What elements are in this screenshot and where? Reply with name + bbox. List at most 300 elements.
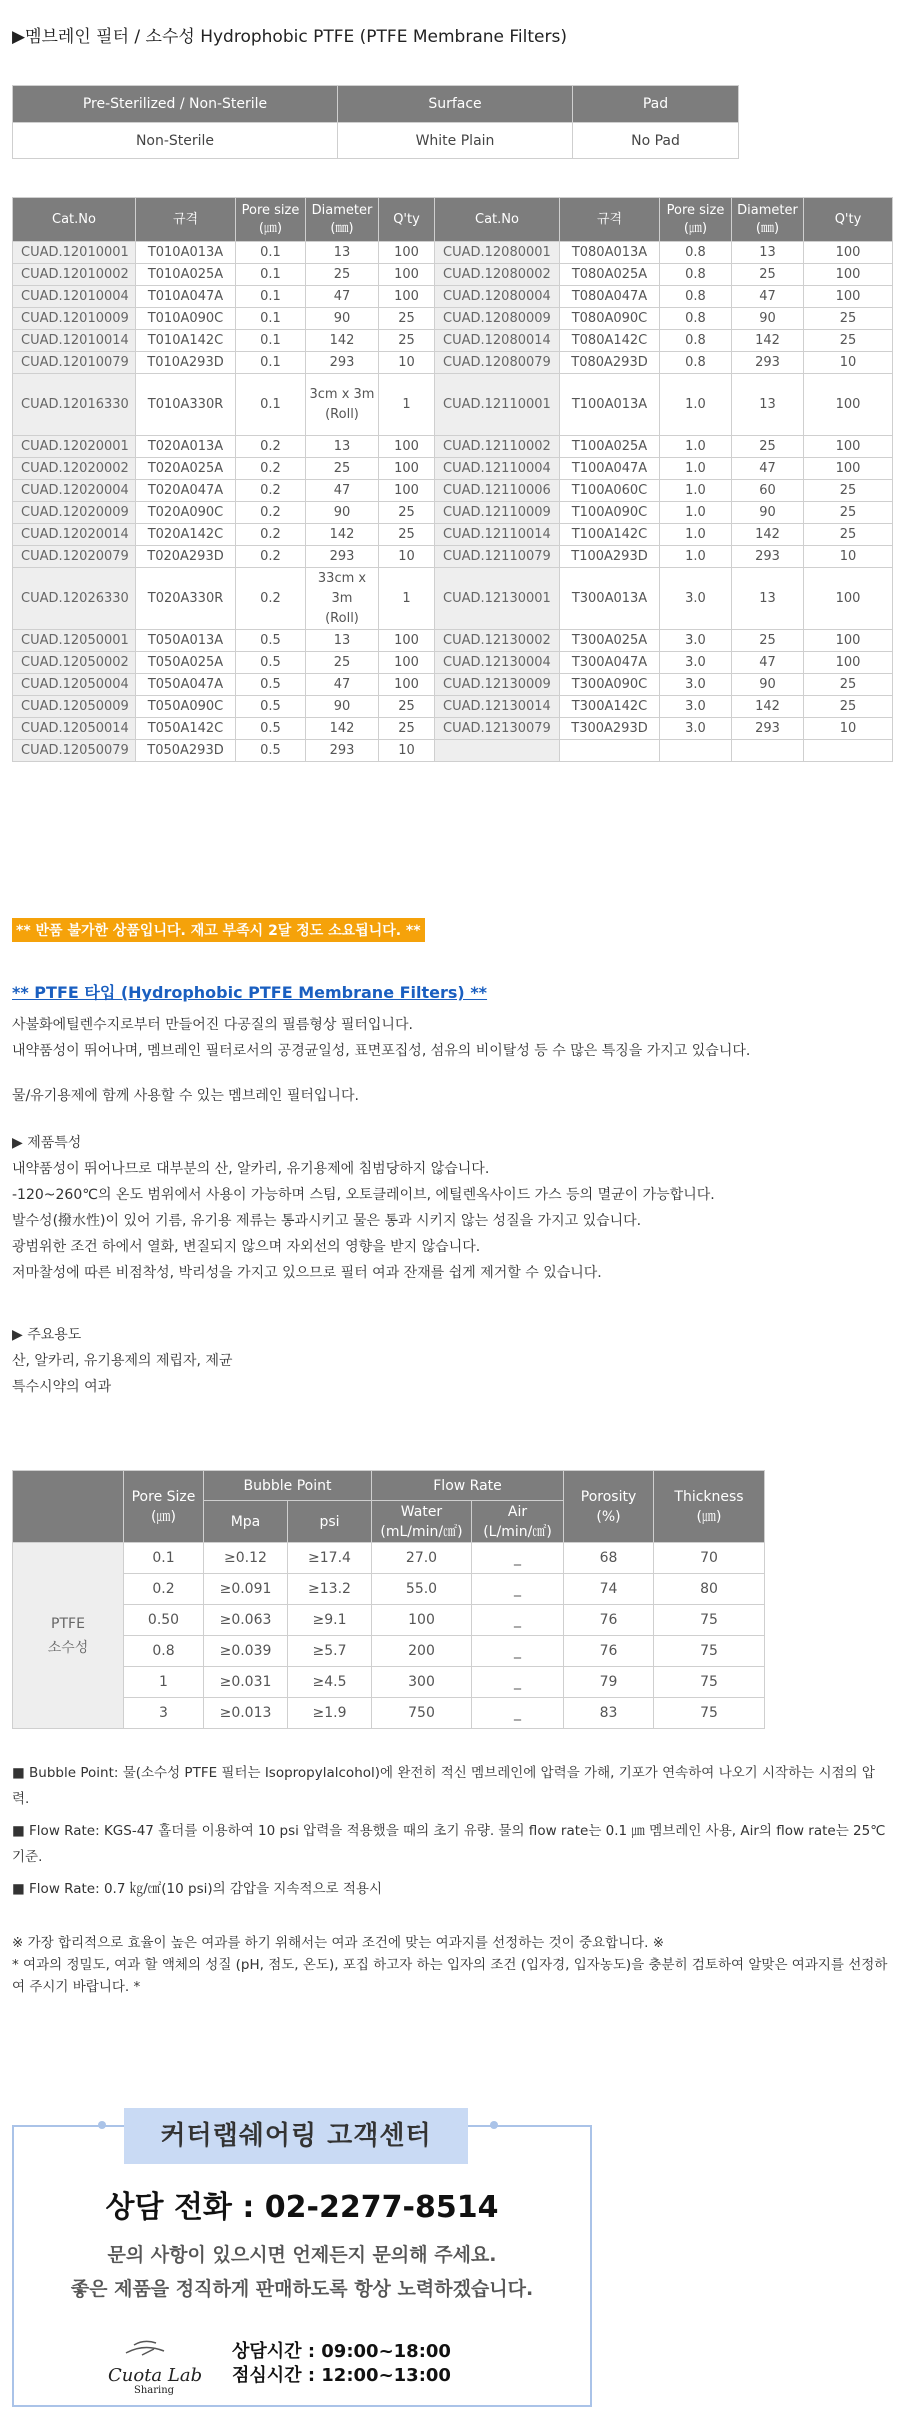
table-cell: 13 [732,568,804,630]
table-cell: 0.8 [124,1636,204,1667]
table-cell: 750 [372,1698,472,1729]
table-cell: 0.2 [236,502,306,524]
logo-text: Cuota Lab [108,2365,203,2386]
table-cell: 13 [306,436,379,458]
perf-header-air: Air (L/min/㎠) [472,1501,564,1543]
table-cell: T080A047A [560,286,660,308]
uses-title: ▶ 주요용도 [12,1327,82,1343]
tip-line: ※ 가장 합리적으로 효율이 높은 여과를 하기 위해서는 여과 조건에 맞는 여과지를 선정하는 것이 중요합니다. ※ [12,1935,665,1951]
table-cell: T300A293D [560,718,660,740]
table-cell: T100A060C [560,480,660,502]
table-cell: 100 [379,264,435,286]
table-cell: 25 [306,458,379,480]
table-cell: T020A013A [136,436,236,458]
table-cell: 25 [379,718,435,740]
table-cell: _ [472,1698,564,1729]
table-cell: 79 [564,1667,654,1698]
table-cell: T020A293D [136,546,236,568]
table-cell: T080A090C [560,308,660,330]
use-line: 산, 알카리, 유기용제의 제립자, 제균 [12,1353,233,1369]
cat-no-cell: CUAD.12010002 [13,264,136,286]
table-row [13,718,893,740]
table-row [13,674,893,696]
table-cell: T010A090C [136,308,236,330]
table-cell: 47 [306,674,379,696]
table-cell: T100A293D [560,546,660,568]
cat-no-cell: CUAD.12110014 [435,524,560,546]
ptfe-label-cell: PTFE 소수성 [13,1543,124,1729]
catalog-header: Q'ty [804,198,893,242]
table-cell: 0.1 [236,242,306,264]
table-cell: _ [472,1574,564,1605]
table-cell: 90 [732,674,804,696]
table-cell: 0.50 [124,1605,204,1636]
table-cell: 90 [306,502,379,524]
table-cell: 1.0 [660,502,732,524]
table-cell: T010A047A [136,286,236,308]
perf-header-thickness: Thickness (㎛) [654,1471,765,1543]
table-cell: T010A293D [136,352,236,374]
table-cell: 25 [732,630,804,652]
table-cell: 1 [379,374,435,436]
table-cell: _ [472,1636,564,1667]
cat-no-cell: CUAD.12020014 [13,524,136,546]
feature-line: 광범위한 조건 하에서 열화, 변질되지 않으며 자외선의 영향을 받지 않습니다. [12,1239,481,1255]
table-cell: 100 [379,436,435,458]
table-cell: 0.5 [236,630,306,652]
table-cell: 100 [804,458,893,480]
table-cell: 25 [379,330,435,352]
table-cell: 47 [732,652,804,674]
table-cell: 27.0 [372,1543,472,1574]
table-cell: 13 [306,630,379,652]
table-cell: 3.0 [660,568,732,630]
table-cell: T050A142C [136,718,236,740]
table-cell: ≥13.2 [288,1574,372,1605]
cs-message: 문의 사항이 있으시면 언제든지 문의해 주세요. [107,2244,497,2266]
perf-header-bubble: Bubble Point [204,1471,372,1501]
table-cell: 3.0 [660,696,732,718]
table-cell: 200 [372,1636,472,1667]
spec-value: White Plain [338,123,573,159]
table-cell: 74 [564,1574,654,1605]
table-cell: 0.2 [236,458,306,480]
table-row [13,374,893,436]
table-cell: 90 [306,308,379,330]
table-cell: T300A025A [560,630,660,652]
phone-number: 상담 전화 : 02-2277-8514 [105,2190,499,2225]
perf-header-porosity: Porosity (%) [564,1471,654,1543]
cat-no-cell: CUAD.12050004 [13,674,136,696]
table-cell: 100 [804,374,893,436]
page-title: ▶멤브레인 필터 / 소수성 Hydrophobic PTFE (PTFE Membrane Filters) [12,27,567,47]
cat-no-cell: CUAD.12080004 [435,286,560,308]
table-cell: 90 [306,696,379,718]
spec-header-row [13,86,739,123]
cat-no-cell: CUAD.12050014 [13,718,136,740]
table-cell: T050A025A [136,652,236,674]
table-cell: 100 [804,652,893,674]
table-cell: 33cm x 3m (Roll) [306,568,379,630]
table-cell: 3 [124,1698,204,1729]
table-cell: 55.0 [372,1574,472,1605]
table-cell: 25 [732,436,804,458]
table-cell: ≥9.1 [288,1605,372,1636]
table-cell: 25 [379,696,435,718]
table-cell: 76 [564,1636,654,1667]
table-cell: 25 [804,330,893,352]
table-cell: ≥5.7 [288,1636,372,1667]
table-cell: 293 [306,740,379,762]
table-row [13,436,893,458]
cat-no-cell: CUAD.12050001 [13,630,136,652]
note-line: ■ Flow Rate: 0.7 ㎏/㎠(10 psi)의 감압을 지속적으로 적용시 [12,1881,382,1897]
table-row [13,458,893,480]
catalog-header: Pore size (㎛) [236,198,306,242]
table-cell: 3.0 [660,718,732,740]
table-row [13,568,893,630]
table-row [13,1574,765,1605]
table-cell: 293 [306,352,379,374]
table-cell: 0.2 [236,436,306,458]
table-cell: 0.2 [236,524,306,546]
perf-header-psi: psi [288,1501,372,1543]
cat-no-cell: CUAD.12110009 [435,502,560,524]
table-row [13,1698,765,1729]
table-cell: 60 [732,480,804,502]
cat-no-cell: CUAD.12130014 [435,696,560,718]
cat-no-cell: CUAD.12130002 [435,630,560,652]
table-cell: 25 [306,652,379,674]
table-cell: 100 [379,674,435,696]
table-cell: T010A330R [136,374,236,436]
table-cell: 100 [804,630,893,652]
table-cell: 293 [306,546,379,568]
table-row [13,502,893,524]
table-cell: 83 [564,1698,654,1729]
filter-tips [12,1932,892,1998]
table-cell: T300A090C [560,674,660,696]
table-cell: 68 [564,1543,654,1574]
perf-header-row [13,1471,765,1501]
catalog-header: Diameter (㎜) [306,198,379,242]
spec-header: Pad [573,86,739,123]
features-section [12,1130,715,1286]
cat-no-cell: CUAD.12080079 [435,352,560,374]
table-cell: T100A047A [560,458,660,480]
table-cell: 0.1 [236,352,306,374]
cat-no-cell: CUAD.12020002 [13,458,136,480]
table-cell: 10 [379,740,435,762]
table-row [13,330,893,352]
table-cell: 76 [564,1605,654,1636]
cat-no-cell: CUAD.12020009 [13,502,136,524]
features-title: ▶ 제품특성 [12,1135,82,1151]
perf-header-flow: Flow Rate [372,1471,564,1501]
table-cell: ≥0.039 [204,1636,288,1667]
cat-no-cell: CUAD.12080001 [435,242,560,264]
table-cell: T010A013A [136,242,236,264]
table-cell: 293 [732,352,804,374]
table-row [13,524,893,546]
customer-center-title: 커터랩쉐어링 고객센터 [124,2108,468,2164]
cat-no-cell: CUAD.12010009 [13,308,136,330]
table-cell: 0.5 [236,696,306,718]
table-cell: 0.5 [236,740,306,762]
table-cell: 3.0 [660,652,732,674]
table-cell: T300A013A [560,568,660,630]
table-cell: T050A013A [136,630,236,652]
note-line: ■ Bubble Point: 물(소수성 PTFE 필터는 Isopropylalcohol)에 완전히 적신 멤브레인에 압력을 가해, 기포가 연속하여 나오기 시작하는 시점의 압력. [12,1765,875,1807]
catalog-header: Q'ty [379,198,435,242]
cat-no-cell: CUAD.12110006 [435,480,560,502]
table-cell: _ [472,1667,564,1698]
table-cell: 13 [306,242,379,264]
table-cell: 25 [732,264,804,286]
catalog-header: 규격 [560,198,660,242]
table-cell: 10 [804,546,893,568]
table-row [13,652,893,674]
table-cell: 0.2 [124,1574,204,1605]
table-cell: T100A013A [560,374,660,436]
table-cell: 0.8 [660,352,732,374]
table-row [13,1543,765,1574]
perf-header-pore: Pore Size (㎛) [124,1471,204,1543]
table-cell: 47 [732,286,804,308]
table-row [13,546,893,568]
table-cell: 100 [372,1605,472,1636]
table-cell: 13 [732,374,804,436]
table-cell: 3.0 [660,674,732,696]
cat-no-cell: CUAD.12010014 [13,330,136,352]
cat-no-cell: CUAD.12110002 [435,436,560,458]
cat-no-cell: CUAD.12010079 [13,352,136,374]
table-cell: 75 [654,1636,765,1667]
table-cell: 293 [732,718,804,740]
table-cell: 13 [732,242,804,264]
no-return-notice: ** 반품 불가한 상품입니다. 재고 부족시 2달 정도 소요됩니다. ** [12,918,425,942]
tip-line: * 여과의 정밀도, 여과 할 액체의 성질 (pH, 점도, 온도), 포집 하고자 하는 입자의 조건 (입자경, 입자농도)을 충분히 검토하여 알맞은 여과지를 선정하여 주시기 바랍니다. * [12,1957,888,1995]
table-cell: 0.1 [236,286,306,308]
table-cell: 0.8 [660,264,732,286]
perf-header-water: Water (mL/min/㎠) [372,1501,472,1543]
cat-no-cell [435,740,560,762]
table-cell: 100 [804,286,893,308]
table-cell: T100A142C [560,524,660,546]
table-cell: 1.0 [660,374,732,436]
table-cell: 100 [379,652,435,674]
table-cell: 0.2 [236,546,306,568]
table-cell: 0.5 [236,718,306,740]
table-cell: ≥0.031 [204,1667,288,1698]
table-cell: 100 [379,630,435,652]
table-cell: 142 [306,718,379,740]
table-cell: 100 [804,436,893,458]
table-cell: 90 [732,502,804,524]
spec-header: Pre-Sterilized / Non-Sterile [13,86,338,123]
table-cell: T050A293D [136,740,236,762]
feature-line: 저마찰성에 따른 비점착성, 박리성을 가지고 있으므로 필터 여과 잔재를 쉽게 제거할 수 있습니다. [12,1265,602,1281]
spec-value: No Pad [573,123,739,159]
table-cell: 25 [306,264,379,286]
table-cell: 25 [379,524,435,546]
table-cell: 100 [379,242,435,264]
table-cell: 0.5 [236,652,306,674]
uses-section [12,1322,233,1400]
cat-no-cell: CUAD.12050079 [13,740,136,762]
table-cell: 142 [732,524,804,546]
table-cell: 10 [379,352,435,374]
ptfe-type-heading: ** PTFE 타입 (Hydrophobic PTFE Membrane Filters) ** [12,983,488,1002]
cat-no-cell: CUAD.12110079 [435,546,560,568]
spec-value: Non-Sterile [13,123,338,159]
table-cell: 293 [732,546,804,568]
feature-line: 내약품성이 뛰어나므로 대부분의 산, 알카리, 유기용제에 침범당하지 않습니다. [12,1161,490,1177]
perf-header-empty [13,1471,124,1543]
table-cell: 75 [654,1605,765,1636]
table-cell: 0.5 [236,674,306,696]
intro-line: 사불화에틸렌수지로부터 만들어진 다공질의 필름형상 필터입니다. [12,1017,413,1033]
table-cell: 0.1 [236,264,306,286]
performance-table [12,1470,765,1729]
table-cell: 10 [804,352,893,374]
table-cell [660,740,732,762]
table-cell: 142 [306,524,379,546]
table-cell: T020A047A [136,480,236,502]
table-cell: 70 [654,1543,765,1574]
table-cell: ≥0.091 [204,1574,288,1605]
table-row [13,1636,765,1667]
table-cell: T050A047A [136,674,236,696]
table-cell: T020A025A [136,458,236,480]
table-row [13,740,893,762]
table-cell: 100 [804,568,893,630]
table-cell: T080A013A [560,242,660,264]
lunch-hours: 점심시간 : 12:00~13:00 [232,2365,451,2386]
cat-no-cell: CUAD.12026330 [13,568,136,630]
cat-no-cell: CUAD.12080009 [435,308,560,330]
table-cell: T080A293D [560,352,660,374]
table-cell: 1 [124,1667,204,1698]
table-cell: ≥1.9 [288,1698,372,1729]
table-row [13,352,893,374]
perf-header-mpa: Mpa [204,1501,288,1543]
table-row [13,480,893,502]
table-cell: 0.1 [124,1543,204,1574]
table-cell: 3.0 [660,630,732,652]
cat-no-cell: CUAD.12110001 [435,374,560,436]
business-hours: 상담시간 : 09:00~18:00 [232,2341,451,2362]
note-line: ■ Flow Rate: KGS-47 홀더를 이용하여 10 psi 압력을 적용했을 때의 초기 유량. 물의 flow rate는 0.1 ㎛ 멤브레인 사용, Air의 flow rate는 25℃ 기준. [12,1823,886,1865]
table-cell: 100 [804,264,893,286]
cuota-lab-logo [104,2335,214,2397]
cat-no-cell: CUAD.12130009 [435,674,560,696]
table-row [13,630,893,652]
table-cell: 0.8 [660,308,732,330]
table-cell: 25 [804,502,893,524]
table-cell: 0.2 [236,568,306,630]
table-cell: 3cm x 3m (Roll) [306,374,379,436]
table-row [13,1605,765,1636]
intro-text [12,1012,750,1064]
table-cell: 100 [379,458,435,480]
table-row [13,242,893,264]
table-cell: 0.1 [236,374,306,436]
table-cell: 25 [379,502,435,524]
table-cell: 25 [804,480,893,502]
spec-table [12,85,739,159]
decor-dot [490,2121,498,2129]
table-cell: T300A047A [560,652,660,674]
table-cell: 0.8 [660,242,732,264]
table-cell: T300A142C [560,696,660,718]
table-cell: 90 [732,308,804,330]
table-cell: 142 [732,696,804,718]
table-cell: 100 [379,480,435,502]
cat-no-cell: CUAD.12020001 [13,436,136,458]
table-cell [732,740,804,762]
spec-header: Surface [338,86,573,123]
table-cell: T100A025A [560,436,660,458]
table-cell: 25 [379,308,435,330]
cat-no-cell: CUAD.12010001 [13,242,136,264]
table-cell: 10 [379,546,435,568]
feature-line: -120~260℃의 온도 범위에서 사용이 가능하며 스팀, 오토클레이브, 에틸렌옥사이드 가스 등의 멸균이 가능합니다. [12,1187,715,1203]
table-cell: 100 [379,286,435,308]
table-cell: 142 [306,330,379,352]
cat-no-cell: CUAD.12016330 [13,374,136,436]
catalog-header: Cat.No [435,198,560,242]
table-cell: T080A025A [560,264,660,286]
table-row [13,264,893,286]
table-cell: 300 [372,1667,472,1698]
table-cell: 142 [732,330,804,352]
cat-no-cell: CUAD.12020004 [13,480,136,502]
table-cell: 100 [804,242,893,264]
table-cell: 25 [804,674,893,696]
table-cell: 47 [732,458,804,480]
table-cell: ≥0.063 [204,1605,288,1636]
table-row [13,1667,765,1698]
table-cell: 25 [804,696,893,718]
table-row [13,308,893,330]
table-cell: T050A090C [136,696,236,718]
table-cell: 0.1 [236,308,306,330]
table-cell [804,740,893,762]
table-cell: 75 [654,1667,765,1698]
catalog-table [12,197,893,762]
cat-no-cell: CUAD.12130079 [435,718,560,740]
cat-no-cell: CUAD.12130001 [435,568,560,630]
table-cell: T010A142C [136,330,236,352]
table-cell: 10 [804,718,893,740]
table-cell: _ [472,1543,564,1574]
table-cell: 47 [306,286,379,308]
catalog-header: Diameter (㎜) [732,198,804,242]
table-cell: T080A142C [560,330,660,352]
table-cell: T020A090C [136,502,236,524]
table-cell: 25 [804,524,893,546]
cat-no-cell: CUAD.12020079 [13,546,136,568]
decor-dot [98,2121,106,2129]
catalog-header: Pore size (㎛) [660,198,732,242]
table-cell: 47 [306,480,379,502]
table-cell: 75 [654,1698,765,1729]
table-cell: ≥4.5 [288,1667,372,1698]
table-row [13,696,893,718]
table-cell: 0.2 [236,480,306,502]
catalog-header: 규격 [136,198,236,242]
